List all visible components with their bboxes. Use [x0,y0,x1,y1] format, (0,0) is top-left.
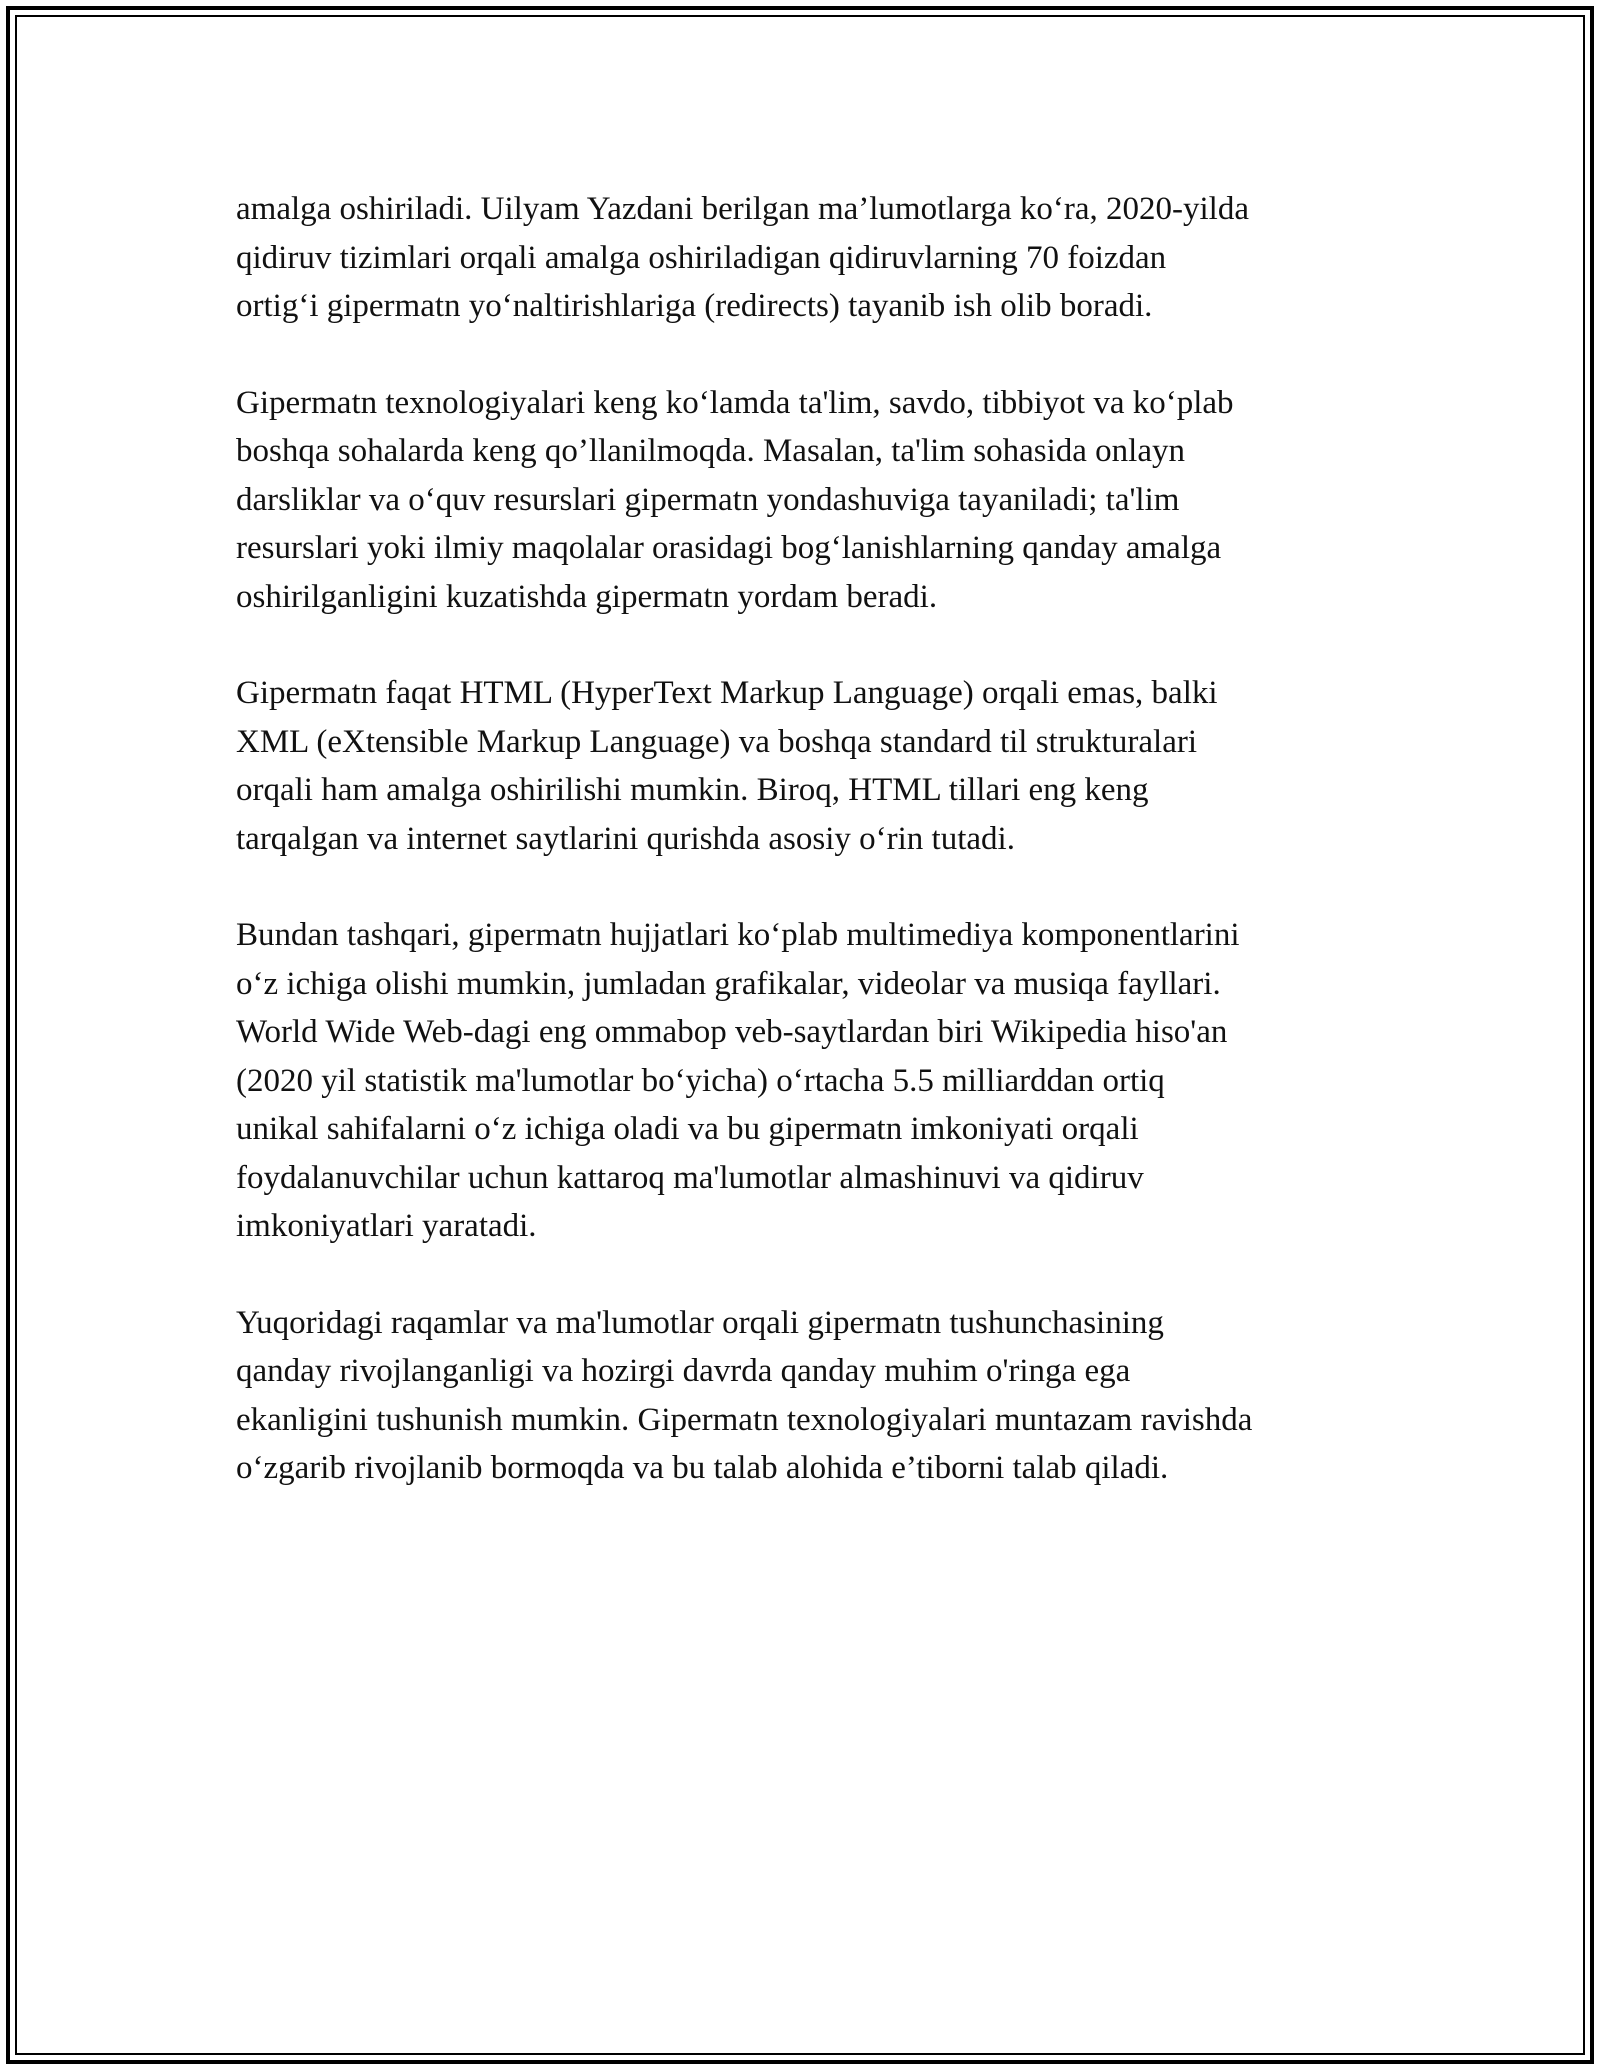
paragraph-1: amalga oshiriladi. Uilyam Yazdani berilgan ma’lumotlarga ko‘ra, 2020-yilda qidiruv tizimlari orqali amalga oshiriladigan qidiruvlarning 70 foizdan ortig‘i gipermatn yo‘naltirishlariga (redirects) tayanib ish olib boradi. [236,191,1249,324]
paragraph-5: Yuqoridagi raqamlar va ma'lumotlar orqali gipermatn tushunchasining qanday rivojlanganligi va hozirgi davrda qanday muhim o'ringa ega ekanligini tushunish mumkin. Gipermatn texnologiyalari muntazam ravishda o‘zgarib rivojlanib bormoqda va bu talab alohida e’tiborni talab qiladi. [236,1304,1253,1486]
document-body [236,185,1376,1541]
paragraph-2: Gipermatn texnologiyalari keng ko‘lamda ta'lim, savdo, tibbiyot va ko‘plab boshqa sohalarda keng qo’llanilmoqda. Masalan, ta'lim sohasida onlayn darsliklar va o‘quv resurslari gipermatn yondashuviga tayaniladi; ta'lim resurslari yoki ilmiy maqolalar orasidagi bog‘lanishlarning qanday amalga oshirilganligini kuzatishda gipermatn yordam beradi. [236,384,1234,615]
paragraph-4: Bundan tashqari, gipermatn hujjatlari ko‘plab multimediya komponentlarini o‘z ichiga olishi mumkin, jumladan grafikalar, videolar va musiqa fayllari. World Wide Web-dagi eng ommabop veb-saytlardan biri Wikipedia hiso'an (2020 yil statistik ma'lumotlar bo‘yicha) o‘rtacha 5.5 milliarddan ortiq unikal sahifalarni o‘z ichiga oladi va bu gipermatn imkoniyati orqali foydalanuvchilar uchun kattaroq ma'lumotlar almashinuvi va qidiruv imkoniyatlari yaratadi. [236,917,1240,1244]
paragraph-3: Gipermatn faqat HTML (HyperText Markup Language) orqali emas, balki XML (eXtensible Markup Language) va boshqa standard til strukturalari orqali ham amalga oshirilishi mumkin. Biroq, HTML tillari eng keng tarqalgan va internet saytlarini qurishda asosiy o‘rin tutadi. [236,675,1218,857]
